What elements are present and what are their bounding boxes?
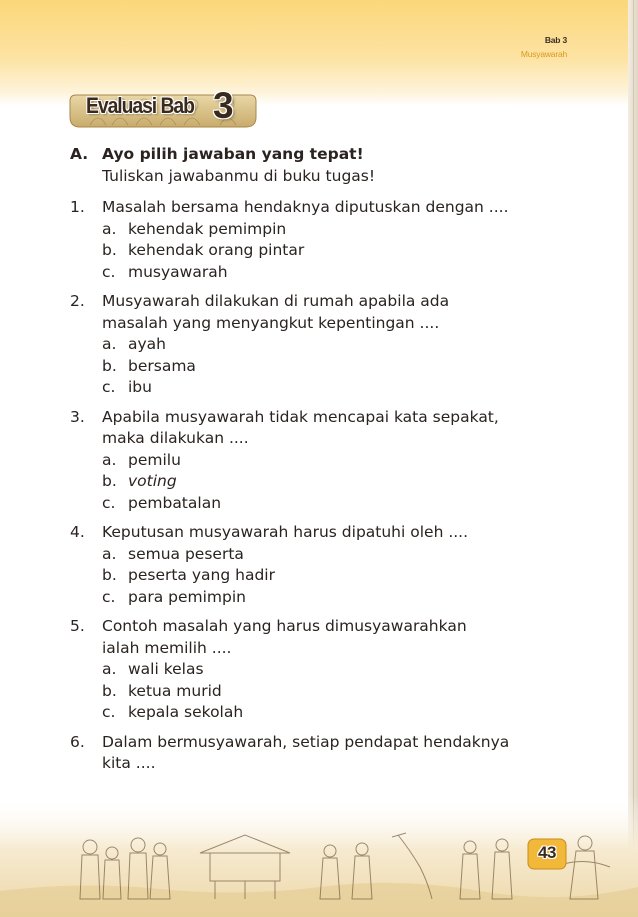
answer-option: [70, 565, 570, 587]
answer-option: [70, 471, 570, 493]
option-text: kehendak pemimpin: [128, 219, 287, 238]
option-letter: a.: [102, 219, 117, 238]
question-text: Contoh masalah yang harus dimusyawarahkan: [102, 617, 467, 635]
answer-option: [70, 334, 570, 356]
option-letter: a.: [102, 450, 117, 469]
answer-option: [70, 681, 570, 703]
question-number: 3.: [70, 407, 85, 426]
title-chapter-number: 3: [213, 85, 233, 126]
answer-option: [70, 493, 570, 515]
option-text: peserta yang hadir: [128, 566, 275, 584]
question: [70, 407, 570, 515]
option-text: ibu: [128, 378, 152, 396]
question-number: 5.: [70, 617, 85, 635]
option-letter: b.: [102, 566, 117, 584]
option-text: wali kelas: [128, 660, 204, 678]
answer-option: [70, 659, 570, 681]
question-number: 1.: [70, 198, 85, 216]
answer-option: [70, 377, 570, 399]
answer-option: [70, 219, 570, 241]
option-text: pemilu: [128, 450, 181, 469]
question-text: Dalam bermusyawarah, setiap pendapat hendaknya: [102, 732, 510, 751]
answer-option: [70, 544, 570, 566]
option-letter: a.: [102, 544, 117, 563]
question-text: Apabila musyawarah tidak mencapai kata sepakat,: [102, 407, 499, 426]
page-number: 43: [538, 843, 556, 862]
section-instruction: Tuliskan jawabanmu di buku tugas!: [102, 166, 376, 185]
question-text-continued: kita ....: [102, 754, 156, 772]
option-text: semua peserta: [128, 544, 244, 563]
question: [70, 291, 570, 399]
option-text: kepala sekolah: [128, 703, 244, 721]
question-number: 6.: [70, 732, 85, 751]
option-letter: b.: [102, 356, 117, 375]
question: [70, 522, 570, 608]
page-edge-line: [633, 0, 634, 917]
section-title: Ayo pilih jawaban yang tepat!: [102, 145, 364, 163]
option-letter: a.: [102, 660, 117, 678]
option-text: para pemimpin: [128, 587, 246, 606]
question-number: 4.: [70, 523, 85, 541]
question-text: Keputusan musyawarah harus dipatuhi oleh ....: [102, 523, 469, 541]
option-letter: b.: [102, 472, 117, 490]
question: [70, 732, 570, 775]
answer-option: [70, 356, 570, 378]
answer-option: [70, 262, 570, 284]
option-letter: c.: [102, 493, 116, 512]
option-text: ayah: [128, 335, 166, 353]
question-text-continued: maka dilakukan ....: [102, 429, 249, 447]
exercise-content: [70, 144, 570, 783]
option-letter: b.: [102, 241, 117, 259]
question-number: 2.: [70, 292, 85, 310]
option-text: bersama: [128, 356, 196, 375]
question-text: Musyawarah dilakukan di rumah apabila ada: [102, 292, 450, 310]
question: [70, 197, 570, 283]
option-text: kehendak orang pintar: [128, 241, 305, 259]
option-text: pembatalan: [128, 493, 222, 512]
section-letter: A.: [70, 145, 89, 163]
answer-option: [70, 702, 570, 724]
section-heading: [70, 144, 570, 166]
option-text: voting: [128, 472, 177, 490]
option-letter: c.: [102, 378, 116, 396]
option-letter: c.: [102, 587, 116, 606]
page-number-badge: [527, 838, 567, 870]
title-label: Evaluasi Bab: [86, 93, 194, 118]
answer-option: [70, 450, 570, 472]
chapter-label: Bab 3: [544, 35, 567, 45]
question-text-continued: masalah yang menyangkut kepentingan ....: [102, 313, 440, 332]
option-text: ketua murid: [128, 681, 222, 700]
evaluation-title-badge: [68, 85, 258, 129]
answer-option: [70, 240, 570, 262]
question-text-continued: ialah memilih ....: [102, 638, 232, 657]
option-letter: a.: [102, 335, 117, 353]
option-letter: b.: [102, 681, 117, 700]
chapter-topic: Musyawarah: [520, 49, 567, 59]
option-letter: c.: [102, 703, 116, 721]
option-text: musyawarah: [128, 262, 228, 281]
option-letter: c.: [102, 262, 116, 281]
question-text: Masalah bersama hendaknya diputuskan dengan ....: [102, 198, 509, 216]
question: [70, 616, 570, 724]
answer-option: [70, 587, 570, 609]
